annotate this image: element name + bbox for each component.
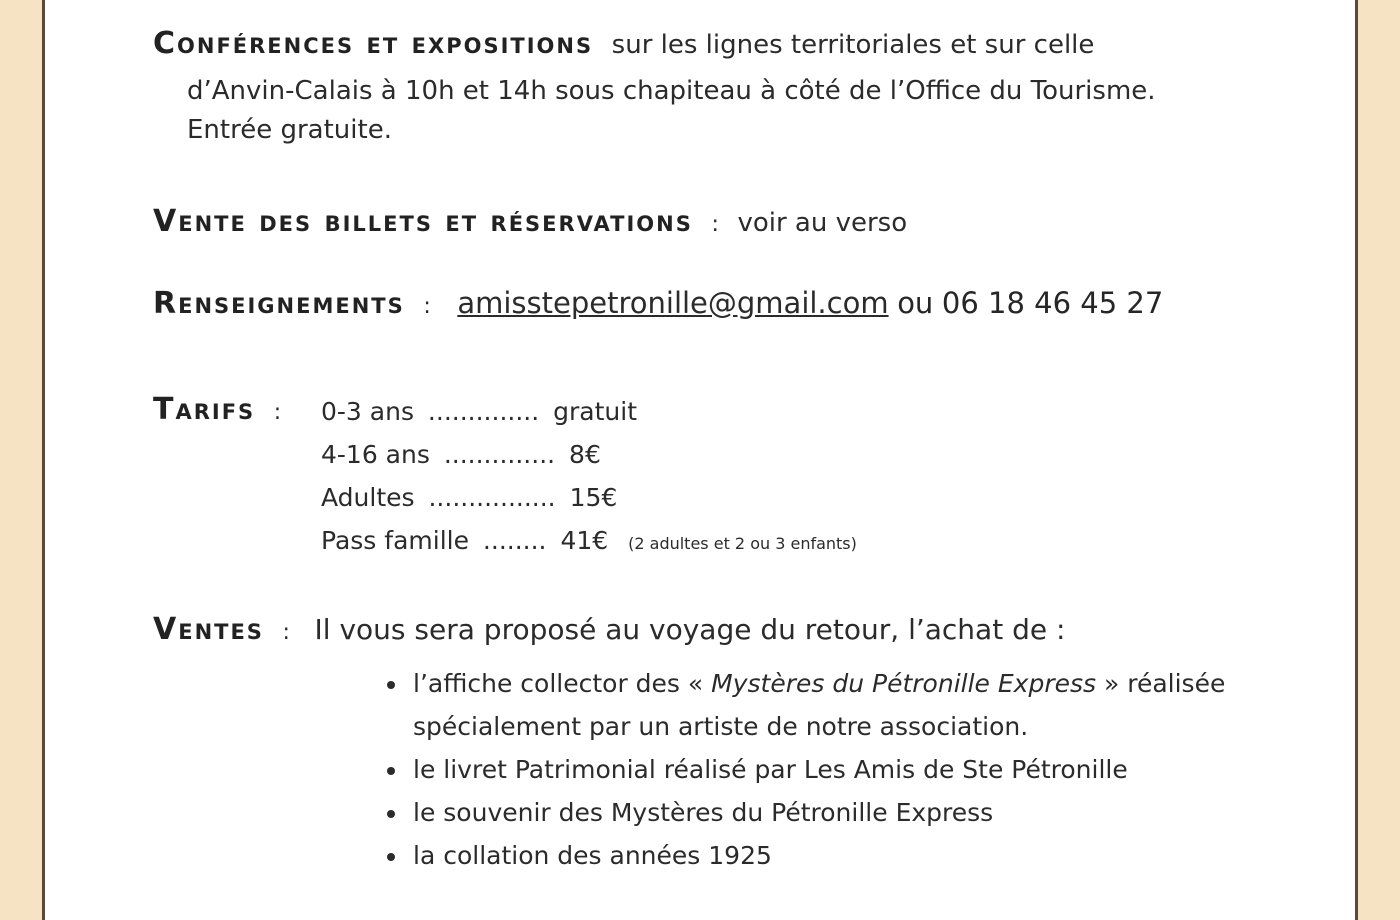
tarif-price: 15€ (569, 483, 618, 512)
renseignements-section (153, 286, 1163, 322)
tarif-dots: .............. (443, 440, 556, 469)
tarif-row (321, 390, 857, 433)
conferences-line1: sur les lignes territoriales et sur celle (611, 30, 1095, 60)
conferences-line3: Entrée gratuite. (187, 115, 392, 146)
list-item-text: l’affiche collector des « (413, 669, 712, 698)
renseignements-colon: : (423, 294, 431, 319)
ventes-colon: : (282, 620, 290, 645)
tarif-price: 8€ (569, 440, 601, 469)
vente-colon: : (711, 212, 719, 237)
tarif-dots: .............. (427, 397, 540, 426)
phone-number: 06 18 46 45 27 (941, 286, 1164, 320)
tarif-dots: ........ (482, 526, 547, 555)
vente-section (153, 204, 907, 240)
vente-text: voir au verso (737, 208, 908, 238)
list-item-text: le livret Patrimonial réalisé par Les Amis de Ste Pétronille (413, 755, 1128, 784)
list-item-text: » réalisée spécialement par un artiste de notre association. (413, 669, 1226, 741)
tarif-label: 0-3 ans (321, 397, 414, 426)
list-item (409, 748, 1309, 791)
conferences-line2: d’Anvin-Calais à 10h et 14h sous chapiteau à côté de l’Office du Tourisme. (187, 76, 1156, 106)
tarif-label: Adultes (321, 483, 415, 512)
list-item (409, 791, 1309, 834)
tarifs-heading-block (153, 392, 291, 428)
tarif-label: 4-16 ans (321, 440, 430, 469)
flyer-page (42, 0, 1358, 920)
list-item-emphasis: Mystères du Pétronille Express (711, 669, 1097, 698)
list-item-text: la collation des années 1925 (413, 841, 772, 870)
vente-heading: Vente des billets et réservations (153, 204, 693, 239)
conferences-heading: Conférences et expositions (153, 26, 594, 61)
tarifs-heading: Tarifs (153, 392, 256, 427)
renseignements-heading: Renseignements (153, 286, 405, 321)
list-item (409, 834, 1309, 877)
ventes-section (153, 612, 1065, 648)
tarif-price: gratuit (553, 397, 638, 426)
list-item (409, 662, 1309, 748)
ventes-list (365, 662, 1309, 877)
or-text: ou (897, 286, 934, 320)
tarif-dots: ................ (428, 483, 556, 512)
tarif-row (321, 476, 857, 519)
tarif-note: (2 adultes et 2 ou 3 enfants) (628, 534, 857, 553)
tarif-label: Pass famille (321, 526, 469, 555)
tarif-row (321, 519, 857, 565)
tarifs-colon: : (273, 400, 282, 425)
conferences-section (153, 26, 1273, 146)
ventes-heading: Ventes (153, 612, 264, 647)
tarif-price: 41€ (560, 526, 609, 555)
tarif-row (321, 433, 857, 476)
list-item-text: le souvenir des Mystères du Pétronille Express (413, 798, 994, 827)
tarifs-list (321, 390, 857, 565)
email-link[interactable]: amisstepetronille@gmail.com (457, 286, 889, 320)
ventes-intro: Il vous sera proposé au voyage du retour, l’achat de : (314, 613, 1066, 646)
